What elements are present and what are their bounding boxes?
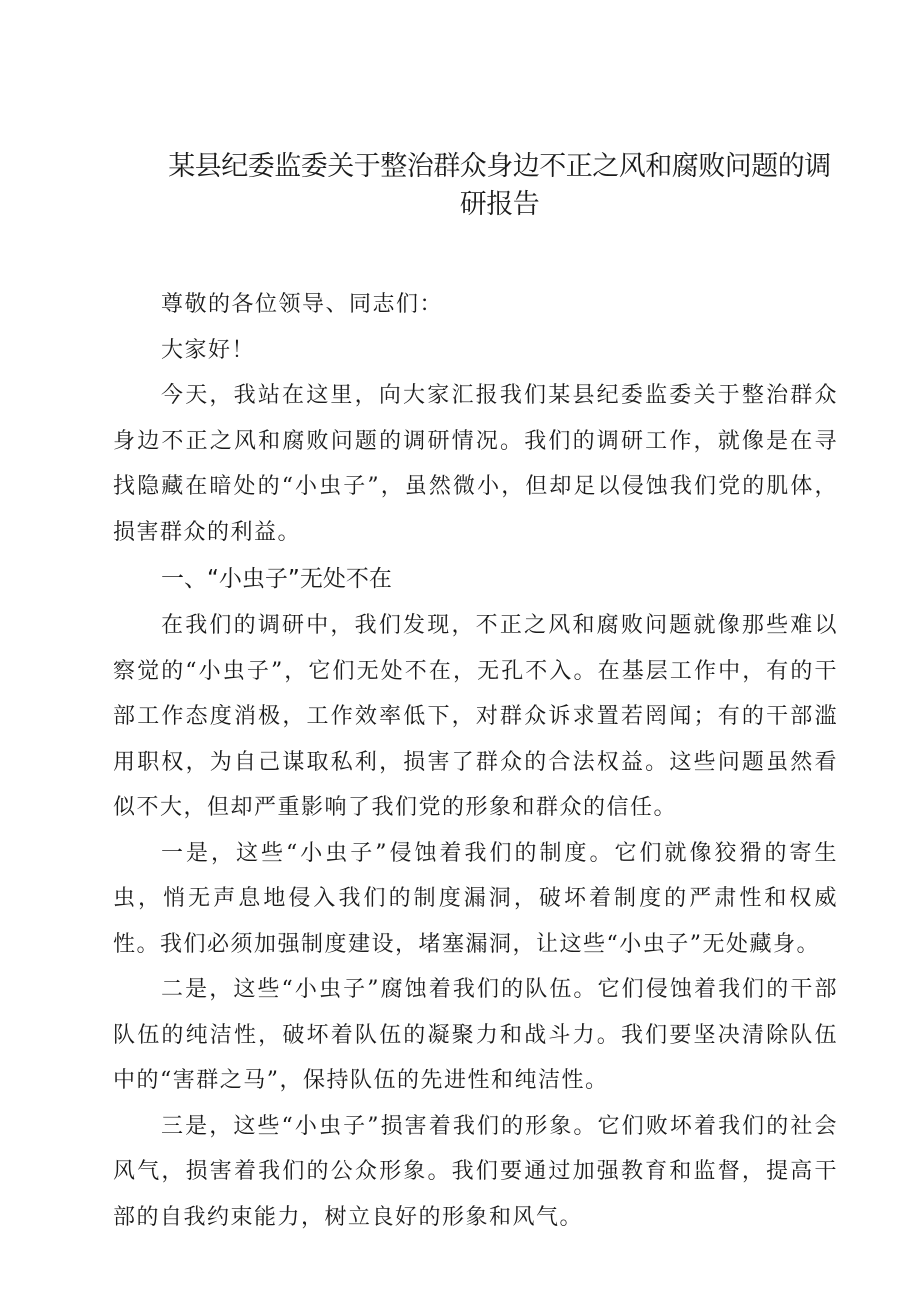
greeting: 大家好！ (161, 337, 256, 363)
intro-paragraph: 今天，我站在这里，向大家汇报我们某县纪委监委关于整治群众身边不正之风和腐败问题的调研情况。我们的调研工作，就像是在寻找隐藏在暗处的“小虫子”，虽然微小，但却足以侵蚀我们党的肌体，损害群众的利益。 (113, 383, 838, 545)
section-heading: 一、“小虫子”无处不在 (161, 566, 392, 592)
salutation: 尊敬的各位领导、同志们： (161, 292, 444, 317)
document-page (113, 148, 838, 1240)
document-title: 某县纪委监委关于整治群众身边不正之风和腐败问题的调研报告 (168, 151, 831, 220)
paragraph: 三是，这些“小虫子”损害着我们的形象。它们败坏着我们的社会风气，损害着我们的公众形象。我们要通过加强教育和监督，提高干部的自我约束能力，树立良好的形象和风气。 (113, 1113, 838, 1230)
paragraph: 在我们的调研中，我们发现，不正之风和腐败问题就像那些难以察觉的“小虫子”，它们无处不在，无孔不入。在基层工作中，有的干部工作态度消极，工作效率低下，对群众诉求置若罔闻；有的干部滥用职权，为自己谋取私利，损害了群众的合法权益。这些问题虽然看似不大，但却严重影响了我们党的形象和群众的信任。 (113, 613, 838, 820)
paragraph: 一是，这些“小虫子”侵蚀着我们的制度。它们就像狡猾的寄生虫，悄无声息地侵入我们的制度漏洞，破坏着制度的严肃性和权威性。我们必须加强制度建设，堵塞漏洞，让这些“小虫子”无处藏身。 (113, 840, 838, 957)
paragraph: 二是，这些“小虫子”腐蚀着我们的队伍。它们侵蚀着我们的干部队伍的纯洁性，破坏着队伍的凝聚力和战斗力。我们要坚决清除队伍中的“害群之马”，保持队伍的先进性和纯洁性。 (113, 977, 838, 1093)
